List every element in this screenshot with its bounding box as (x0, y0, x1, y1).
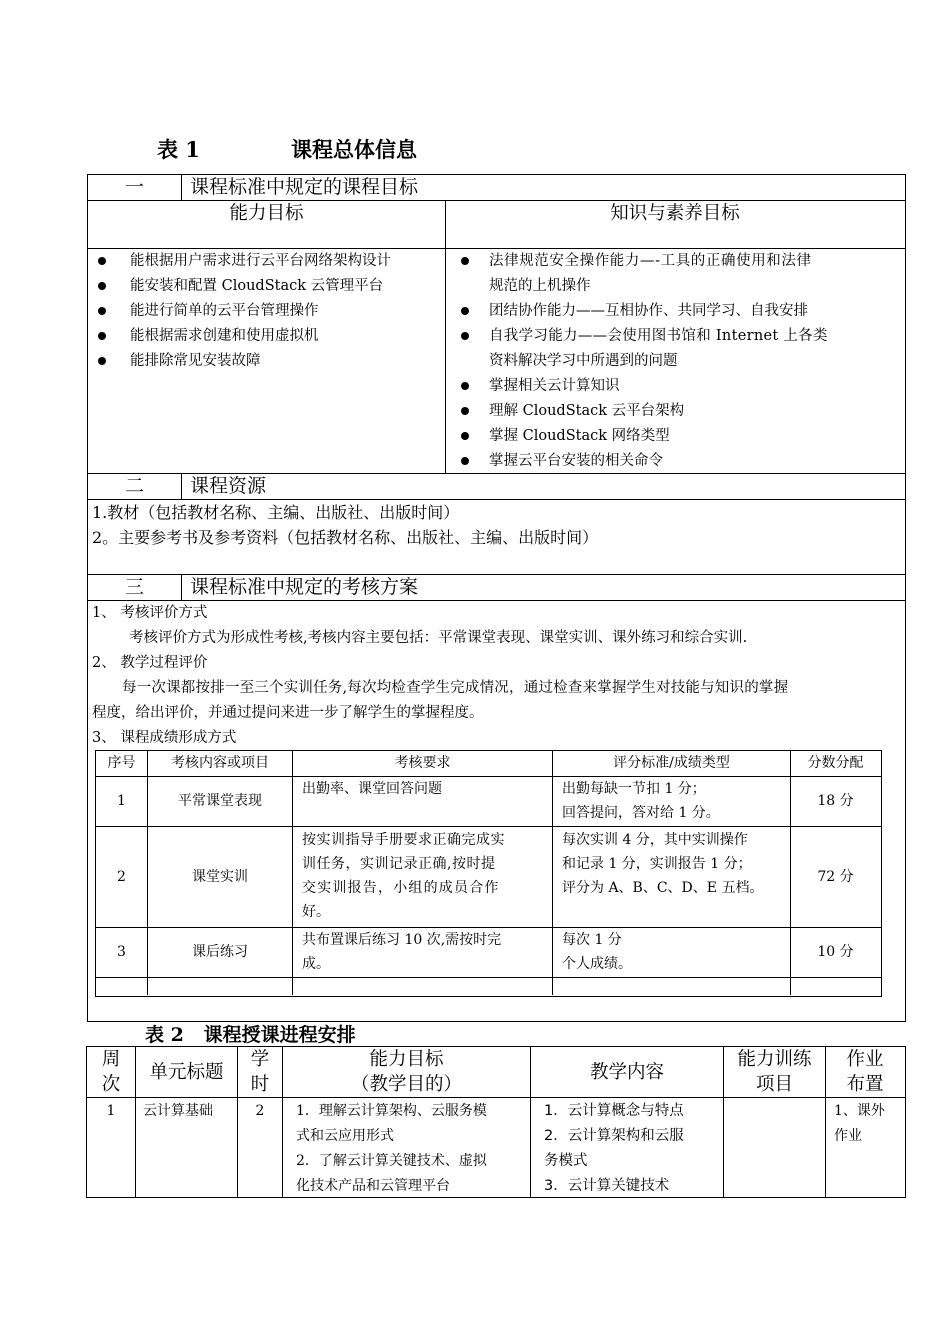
grade-row-requirement: 好。 (302, 904, 330, 920)
header-ability-goal: 能力目标 (369, 1049, 444, 1070)
schedule-week: 1 (106, 1103, 116, 1119)
grade-row-number: 2 (117, 869, 126, 885)
table2-rule (86, 1097, 905, 1098)
section1-title: 课程标准中规定的课程目标 (190, 176, 419, 198)
table1-rule (445, 200, 446, 473)
grade-header: 考核要求 (394, 755, 451, 771)
eval-process-text: 每一次课都按排一至三个实训任务,每次均检查学生完成情况，通过检查来掌握学生对技能与知识的掌握 (122, 680, 789, 696)
grade-row-score: 10 分 (817, 944, 854, 960)
grade-composition-heading: 3、 课程成绩形成方式 (92, 730, 237, 746)
table1-rule (87, 600, 906, 601)
list-item-continued: 资料解决学习中所遇到的问题 (489, 353, 678, 369)
grade-row-number: 1 (117, 793, 126, 809)
grade-row-item: 课堂实训 (192, 869, 248, 885)
bullet-icon (98, 282, 106, 290)
grade-row-requirement: 成。 (302, 956, 330, 972)
resource-references: 2。主要参考书及参考资料（包括教材名称、出版社、主编、出版时间） (92, 528, 599, 547)
list-item-continued: 规范的上机操作 (489, 278, 591, 294)
grade-row-score: 18 分 (817, 793, 854, 809)
grade-header: 分数分配 (807, 755, 864, 771)
schedule-goal: 2．了解云计算关键技术、虚拟 (296, 1153, 487, 1169)
list-item: 能进行简单的云平台管理操作 (130, 303, 319, 319)
table1-rule (181, 174, 182, 200)
section1-number: 一 (124, 176, 144, 198)
bullet-icon (461, 432, 469, 440)
grade-row-standard: 个人成绩。 (562, 956, 632, 972)
header-teaching-content: 教学内容 (589, 1062, 664, 1083)
bullet-icon (98, 257, 106, 265)
grade-row-standard: 出勤每缺一节扣 1 分； (562, 781, 706, 797)
list-item: 能根据需求创建和使用虚拟机 (130, 328, 319, 344)
section3-title: 课程标准中规定的考核方案 (190, 576, 419, 598)
header-training-project: 项目 (755, 1074, 793, 1095)
grade-row-requirement: 按实训指导手册要求正确完成实 (302, 832, 505, 848)
schedule-goal: 式和云应用形式 (296, 1128, 394, 1144)
header-week: 次 (101, 1074, 121, 1095)
knowledge-goal-header: 知识与素养目标 (610, 203, 740, 224)
bullet-icon (461, 407, 469, 415)
header-week: 周 (101, 1049, 121, 1070)
grade-row-requirement: 训任务，实训记录正确,按时提 (302, 856, 496, 872)
list-item: 能安装和配置 CloudStack 云管理平台 (130, 278, 384, 294)
table1-caption-number: 表 1 (157, 137, 200, 162)
grade-header: 序号 (107, 755, 136, 771)
schedule-content: 3．云计算关键技术 (544, 1178, 670, 1194)
grade-table-rule (95, 977, 881, 978)
grade-table-rule (552, 750, 553, 995)
bullet-icon (461, 332, 469, 340)
bullet-icon (98, 332, 106, 340)
header-ability-goal: （教学目的） (350, 1074, 462, 1095)
schedule-unit-title: 云计算基础 (143, 1103, 213, 1119)
header-homework: 布置 (846, 1074, 884, 1095)
table1-rule (181, 473, 182, 499)
grade-table-rule (95, 826, 881, 827)
schedule-content: 1．云计算概念与特点 (544, 1103, 684, 1119)
grade-header: 评分标准/成绩类型 (613, 755, 730, 771)
bullet-icon (98, 307, 106, 315)
table1-caption-title: 课程总体信息 (291, 137, 417, 162)
section3-number: 三 (124, 576, 144, 598)
section2-title: 课程资源 (190, 475, 267, 497)
grade-table-rule (292, 750, 293, 995)
eval-process-text: 程度，给出评价，并通过提问来进一步了解学生的掌握程度。 (92, 705, 484, 721)
bullet-icon (461, 382, 469, 390)
list-item: 能排除常见安装故障 (130, 353, 261, 369)
list-item: 法律规范安全操作能力—-工具的正确使用和法律 (489, 253, 812, 269)
grade-row-requirement: 出勤率、课堂回答问题 (302, 781, 442, 797)
grade-row-standard: 每次实训 4 分，其中实训操作 (562, 832, 748, 848)
grade-row-requirement: 共布置课后练习 10 次,需按时完 (302, 932, 502, 948)
grade-row-standard: 和记录 1 分，实训报告 1 分； (562, 856, 752, 872)
schedule-goal: 化技术产品和云管理平台 (296, 1178, 450, 1194)
bullet-icon (461, 307, 469, 315)
schedule-hours: 2 (255, 1103, 265, 1119)
grade-row-item: 平常课堂表现 (178, 793, 262, 809)
schedule-content: 务模式 (544, 1153, 588, 1169)
grade-header: 考核内容或项目 (171, 755, 269, 771)
list-item: 理解 CloudStack 云平台架构 (489, 403, 685, 419)
eval-process-heading: 2、 教学过程评价 (92, 655, 208, 671)
schedule-homework: 作业 (834, 1128, 862, 1144)
schedule-homework: 1、课外 (834, 1103, 885, 1119)
resource-textbook: 1.教材（包括教材名称、主编、出版社、出版时间） (92, 503, 460, 522)
table1-rule (181, 574, 182, 600)
schedule-content: 2．云计算架构和云服 (544, 1128, 684, 1144)
section2-number: 二 (124, 475, 144, 497)
header-homework: 作业 (846, 1049, 884, 1070)
list-item: 能根据用户需求进行云平台网络架构设计 (130, 253, 391, 269)
eval-method-text: 考核评价方式为形成性考核,考核内容主要包括：平常课堂表现、课堂实训、课外练习和综合实训. (129, 630, 748, 646)
list-item: 掌握 CloudStack 网络类型 (489, 428, 670, 444)
bullet-icon (461, 257, 469, 265)
table2-caption: 表 2 课程授课进程安排 (145, 1024, 356, 1046)
grade-row-requirement: 交实训报告，小组的成员合作 (302, 880, 500, 896)
bullet-icon (98, 357, 106, 365)
schedule-goal: 1．理解云计算架构、云服务模 (296, 1103, 487, 1119)
grade-row-standard: 评分为 A、B、C、D、E 五档。 (562, 880, 764, 896)
list-item: 掌握云平台安装的相关命令 (489, 453, 663, 469)
grade-row-item: 课后练习 (192, 944, 248, 960)
grade-row-score: 72 分 (817, 869, 854, 885)
grade-row-standard: 回答提问，答对给 1 分。 (562, 805, 720, 821)
list-item: 团结协作能力——互相协作、共同学习、自我安排 (489, 303, 808, 319)
header-training-project: 能力训练 (737, 1049, 812, 1070)
header-unit-title: 单元标题 (149, 1062, 224, 1083)
grade-row-standard: 每次 1 分 (562, 932, 622, 948)
list-item: 自我学习能力——会使用图书馆和 Internet 上各类 (489, 328, 828, 344)
grade-table-rule (95, 776, 881, 777)
eval-method-heading: 1、 考核评价方式 (92, 605, 208, 621)
list-item: 掌握相关云计算知识 (489, 378, 620, 394)
header-hours: 学 (250, 1049, 270, 1070)
ability-goal-header: 能力目标 (229, 203, 304, 224)
header-hours: 时 (250, 1074, 270, 1095)
bullet-icon (461, 457, 469, 465)
grade-row-number: 3 (117, 944, 126, 960)
